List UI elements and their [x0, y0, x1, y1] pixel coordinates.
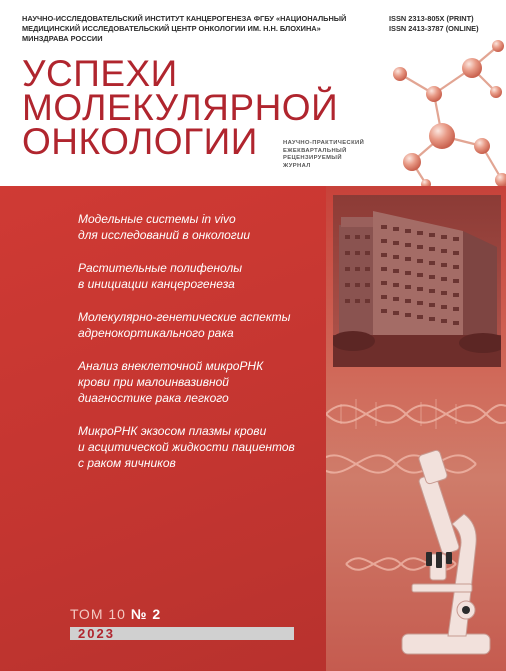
molecule-icon — [386, 34, 506, 186]
microscope-icon — [326, 374, 506, 671]
topic-line: диагностике рака легкого — [78, 391, 229, 405]
topic-item — [78, 309, 318, 341]
issue-year: 2023 — [78, 626, 115, 641]
topic-item — [78, 260, 318, 292]
title-line: МОЛЕКУЛЯРНОЙ — [22, 87, 339, 128]
topic-line: Растительные полифенолы — [78, 261, 243, 275]
issn-online: ISSN 2413-3787 (ONLINE) — [389, 24, 479, 33]
subtitle-line: ЕЖЕКВАРТАЛЬНЫЙ — [283, 147, 347, 154]
issn-print: ISSN 2313-805X (PRINT) — [389, 14, 474, 23]
volume-label: ТОМ 10 — [70, 606, 126, 622]
volume-number — [70, 606, 161, 622]
issn-block — [389, 14, 479, 34]
cover-header — [0, 0, 506, 186]
topic-line: Модельные системы in vivo — [78, 212, 236, 226]
topics-list — [78, 211, 318, 488]
illustration-panel — [326, 186, 506, 671]
topic-line: МикроРНК экзосом плазмы крови — [78, 424, 267, 438]
institute-line: НАУЧНО-ИССЛЕДОВАТЕЛЬСКИЙ ИНСТИТУТ КАНЦЕРОГЕНЕЗА ФГБУ «НАЦИОНАЛЬНЫЙ — [22, 14, 347, 23]
cover-body — [0, 186, 506, 671]
title-line: УСПЕХИ — [22, 53, 178, 94]
subtitle-line: РЕЦЕНЗИРУЕМЫЙ — [283, 155, 342, 161]
topic-line: крови при малоинвазивной — [78, 375, 229, 389]
institute-line: МЕДИЦИНСКИЙ ИССЛЕДОВАТЕЛЬСКИЙ ЦЕНТР ОНКОЛОГИИ ИМ. Н.Н. БЛОХИНА» — [22, 24, 321, 33]
topics-panel — [0, 186, 326, 671]
topic-line: и асцитической жидкости пациентов — [78, 440, 295, 454]
topic-line: в инициации канцерогенеза — [78, 277, 235, 291]
subtitle-line: НАУЧНО-ПРАКТИЧЕСКИЙ — [283, 140, 365, 146]
topic-line: Анализ внеклеточной микроРНК — [78, 359, 264, 373]
topic-line: Молекулярно-генетические аспекты — [78, 310, 291, 324]
topic-line: для исследований в онкологии — [78, 228, 251, 242]
building-icon — [333, 195, 501, 367]
topic-item — [78, 423, 318, 471]
topic-item — [78, 358, 318, 406]
topic-line: с раком яичников — [78, 456, 176, 470]
dna-helix-icon — [326, 405, 506, 570]
institute-line: МИНЗДРАВА РОССИИ — [22, 34, 103, 43]
topic-line: адренокортикального рака — [78, 326, 234, 340]
institute-name — [22, 14, 382, 44]
journal-subtitle — [283, 140, 364, 170]
subtitle-line: ЖУРНАЛ — [283, 162, 311, 169]
title-line: ОНКОЛОГИИ — [22, 121, 258, 162]
topic-item — [78, 211, 318, 243]
issue-number: № 2 — [130, 606, 162, 622]
